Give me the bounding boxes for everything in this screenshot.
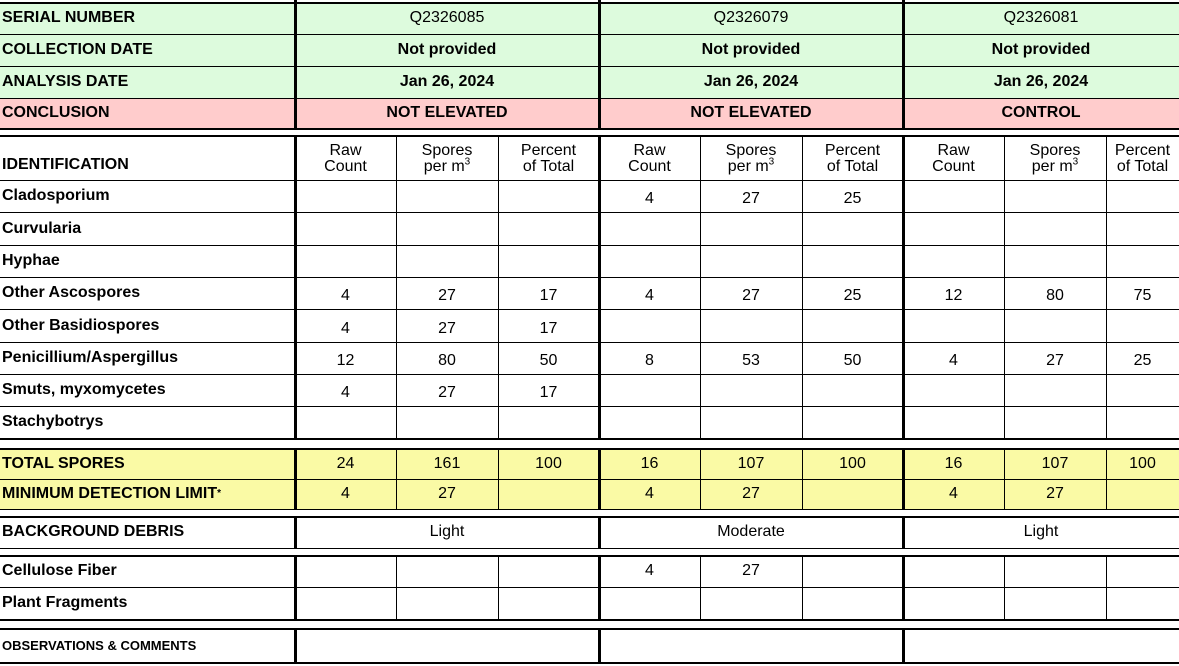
row-divider: [0, 128, 1179, 130]
column-divider: [598, 555, 601, 619]
spore-count-cell: [599, 406, 700, 438]
column-header: [396, 135, 498, 180]
column-divider: [1106, 448, 1107, 509]
analysis-date-value: Jan 26, 2024: [703, 73, 799, 90]
serial-value: Q2326081: [1003, 9, 1079, 26]
spore-count-cell: [700, 245, 802, 277]
spore-count-cell: 53: [742, 352, 760, 369]
spore-count-cell: 80: [438, 352, 456, 369]
total-spores-value: 100: [1129, 454, 1156, 472]
column-header-line2: [1031, 156, 1079, 175]
observations-value: [295, 628, 599, 662]
analysis-date-value: Jan 26, 2024: [993, 73, 1089, 90]
spore-count-cell: [295, 406, 396, 438]
column-divider: [902, 135, 905, 438]
row-divider: [0, 548, 1179, 549]
total-spores-value: 24: [336, 454, 355, 472]
spore-count-cell: 25: [843, 190, 862, 207]
spore-count-cell: [802, 212, 903, 245]
collection-date-value: Not provided: [397, 41, 497, 58]
total-spores-value: 16: [944, 454, 963, 472]
spore-count-cell: 27: [438, 320, 456, 337]
spore-count-cell: [295, 212, 396, 245]
column-header-line2: [827, 159, 878, 175]
background-debris-value: Light: [1023, 523, 1059, 540]
column-divider: [294, 516, 297, 548]
spore-count-cell: [599, 374, 700, 406]
particle-value: [1004, 555, 1106, 587]
column-header: [498, 135, 599, 180]
column-divider: [294, 135, 297, 438]
column-divider: [1004, 135, 1005, 438]
column-header-line2-text: of Total: [522, 157, 575, 175]
spore-count-cell: 4: [645, 287, 654, 304]
observations-value: [599, 628, 903, 662]
spore-type-label: Other Basidiospores: [2, 316, 160, 334]
analysis-date-label: ANALYSIS DATE: [2, 73, 129, 90]
spore-count-cell: 4: [341, 384, 350, 401]
column-header-line1: Raw: [329, 141, 362, 159]
spore-type-label: Hyphae: [2, 252, 60, 269]
serial-label: SERIAL NUMBER: [2, 9, 136, 26]
spore-count-cell: [1106, 406, 1179, 438]
mdl-value: 27: [742, 485, 760, 502]
spore-type-label: Cladosporium: [2, 187, 110, 204]
identification-label: IDENTIFICATION: [2, 156, 129, 173]
particle-value: [1004, 587, 1106, 619]
mdl-value: 27: [1046, 485, 1064, 502]
mdl-value: 27: [438, 485, 456, 502]
particle-value: 4: [645, 562, 654, 579]
row-divider: [0, 438, 1179, 440]
column-header-line1: Percent: [520, 141, 577, 159]
column-header-line2-text: per m: [423, 157, 465, 175]
observations-value: [903, 628, 1179, 662]
spore-count-cell: 27: [438, 287, 456, 304]
column-divider: [396, 555, 397, 619]
spore-count-cell: [1004, 374, 1106, 406]
spore-count-cell: 25: [1133, 352, 1152, 369]
spore-count-cell: [498, 212, 599, 245]
column-header-line1: Percent: [1114, 141, 1171, 159]
conclusion-value: NOT ELEVATED: [386, 104, 508, 121]
row-divider: [0, 98, 1179, 99]
column-header-line2: [523, 159, 574, 175]
column-header-line1: Spores: [725, 141, 777, 159]
spore-count-cell: [700, 406, 802, 438]
particle-value: [396, 555, 498, 587]
collection-date-value: Not provided: [701, 41, 801, 58]
spore-count-cell: [498, 406, 599, 438]
particle-value: [396, 587, 498, 619]
column-divider: [700, 555, 701, 619]
column-header: [1004, 135, 1106, 180]
spore-count-cell: 27: [742, 287, 760, 304]
superscript: 3: [768, 156, 775, 168]
spore-type-label: Smuts, myxomycetes: [2, 381, 166, 398]
spore-count-cell: 80: [1046, 287, 1064, 304]
column-header-line2: [423, 156, 471, 175]
column-divider: [598, 516, 601, 548]
spore-count-cell: 4: [341, 320, 350, 337]
row-divider: [0, 619, 1179, 621]
particle-value: [903, 587, 1004, 619]
row-divider: [0, 509, 1179, 510]
spore-count-cell: [396, 212, 498, 245]
spore-count-cell: 50: [539, 352, 558, 369]
spore-count-cell: 27: [1046, 352, 1064, 369]
spore-count-cell: [700, 374, 802, 406]
column-header: [700, 135, 802, 180]
spore-count-cell: [1106, 212, 1179, 245]
column-header-line2: [628, 159, 671, 175]
spore-count-cell: 50: [843, 352, 862, 369]
column-divider: [1106, 135, 1107, 438]
particle-value: [295, 555, 396, 587]
spore-count-cell: 17: [539, 287, 558, 304]
spore-count-cell: [802, 374, 903, 406]
spore-count-cell: [396, 406, 498, 438]
column-header: [1106, 135, 1179, 180]
spore-count-cell: [295, 245, 396, 277]
column-divider: [598, 0, 601, 128]
column-divider: [396, 448, 397, 509]
total-spores-value: 100: [535, 454, 562, 472]
collection-date-value: Not provided: [991, 41, 1091, 58]
spore-count-cell: [802, 309, 903, 342]
spore-count-cell: [599, 212, 700, 245]
total-spores-value: 16: [640, 454, 659, 472]
observations-label: OBSERVATIONS & COMMENTS: [2, 637, 197, 653]
column-divider: [598, 628, 601, 662]
particle-value: [802, 555, 903, 587]
spore-type-label: Penicillium/Aspergillus: [2, 349, 179, 366]
column-divider: [902, 555, 905, 619]
particle-value: [295, 587, 396, 619]
spore-count-cell: [295, 180, 396, 212]
total-spores-value: 161: [433, 454, 461, 472]
spore-count-cell: 75: [1133, 287, 1152, 304]
row-divider: [0, 66, 1179, 67]
particle-label: Plant Fragments: [2, 594, 128, 611]
column-header-line1: Raw: [633, 141, 666, 159]
column-divider: [1106, 555, 1107, 619]
particle-value: [599, 587, 700, 619]
spore-count-cell: [903, 245, 1004, 277]
spore-type-label: Other Ascospores: [2, 284, 141, 301]
spore-count-cell: [903, 374, 1004, 406]
column-header-line2: [932, 159, 975, 175]
particle-label: Cellulose Fiber: [2, 562, 117, 579]
spore-count-cell: [1106, 180, 1179, 212]
spore-count-cell: [903, 212, 1004, 245]
mdl-label: MINIMUM DETECTION LIMIT *: [2, 485, 221, 502]
total-spores-value: 100: [839, 454, 866, 472]
conclusion-label: CONCLUSION: [2, 104, 110, 121]
column-header-line2: [1117, 159, 1168, 175]
column-header-line2-text: Count: [932, 157, 975, 175]
spore-count-cell: [1004, 406, 1106, 438]
column-divider: [294, 555, 297, 619]
mdl-value: 4: [949, 485, 958, 502]
total-spores-label: TOTAL SPORES: [2, 454, 125, 472]
row-divider: [0, 34, 1179, 35]
column-header: [903, 135, 1004, 180]
column-divider: [802, 448, 803, 509]
spore-count-cell: [903, 180, 1004, 212]
spore-count-cell: [498, 245, 599, 277]
spore-count-cell: [396, 245, 498, 277]
spore-count-cell: 4: [949, 352, 958, 369]
collection-date-label: COLLECTION DATE: [2, 41, 153, 58]
spore-count-cell: [903, 309, 1004, 342]
mdl-value: 4: [341, 485, 350, 502]
column-header: [802, 135, 903, 180]
column-header-line2-text: per m: [1031, 157, 1073, 175]
spore-count-cell: 4: [645, 190, 654, 207]
spore-count-cell: 27: [742, 190, 760, 207]
column-divider: [294, 0, 297, 128]
column-divider: [498, 448, 499, 509]
spore-count-cell: [599, 245, 700, 277]
spore-count-cell: 12: [336, 352, 355, 369]
row-divider: [0, 662, 1179, 664]
column-divider: [498, 555, 499, 619]
column-header-line2-text: of Total: [1116, 157, 1169, 175]
analysis-date-value: Jan 26, 2024: [399, 73, 495, 90]
column-divider: [396, 135, 397, 438]
background-debris-label: BACKGROUND DEBRIS: [2, 523, 185, 540]
column-header-line2-text: of Total: [826, 157, 879, 175]
spore-count-cell: [396, 180, 498, 212]
column-header-line2-text: per m: [727, 157, 769, 175]
particle-value: [498, 587, 599, 619]
spore-count-cell: [599, 309, 700, 342]
spore-count-cell: 17: [539, 384, 558, 401]
particle-value: [1106, 555, 1179, 587]
spore-count-cell: [1004, 245, 1106, 277]
column-divider: [294, 448, 297, 509]
spore-count-cell: [802, 245, 903, 277]
serial-value: Q2326085: [409, 9, 485, 26]
spore-count-cell: 4: [341, 287, 350, 304]
column-divider: [802, 135, 803, 438]
column-header-line2: [727, 156, 775, 175]
mdl-value: [498, 479, 599, 509]
superscript: 3: [1072, 156, 1079, 168]
spore-count-cell: 27: [438, 384, 456, 401]
column-divider: [700, 135, 701, 438]
column-divider: [700, 448, 701, 509]
column-header-line1: Spores: [1029, 141, 1081, 159]
column-divider: [802, 555, 803, 619]
column-header-line2: [324, 159, 367, 175]
spore-count-cell: [1106, 309, 1179, 342]
particle-value: [498, 555, 599, 587]
particle-value: [903, 555, 1004, 587]
spore-type-label: Stachybotrys: [2, 413, 104, 430]
spore-count-cell: [802, 406, 903, 438]
spore-count-cell: [498, 180, 599, 212]
column-divider: [598, 448, 601, 509]
particle-value: [700, 587, 802, 619]
column-header-line1: Percent: [824, 141, 881, 159]
spore-count-cell: [1004, 309, 1106, 342]
mdl-value: [802, 479, 903, 509]
mdl-value: [1106, 479, 1179, 509]
column-header-line1: Spores: [421, 141, 473, 159]
column-header: [599, 135, 700, 180]
spore-count-cell: 25: [843, 287, 862, 304]
background-debris-value: Moderate: [717, 523, 785, 540]
row-divider: [0, 2, 1179, 4]
column-header-line1: Raw: [937, 141, 970, 159]
spore-count-cell: [1004, 212, 1106, 245]
column-header-line2-text: Count: [628, 157, 671, 175]
column-divider: [902, 628, 905, 662]
conclusion-value: NOT ELEVATED: [690, 104, 812, 121]
mdl-value: 4: [645, 485, 654, 502]
column-divider: [498, 135, 499, 438]
column-divider: [902, 448, 905, 509]
spore-count-cell: [903, 406, 1004, 438]
spore-count-cell: [700, 309, 802, 342]
column-divider: [598, 135, 601, 438]
spore-count-cell: [1106, 374, 1179, 406]
column-divider: [902, 516, 905, 548]
particle-value: [802, 587, 903, 619]
column-header: [295, 135, 396, 180]
spore-type-label: Curvularia: [2, 219, 82, 237]
spore-count-cell: [1106, 245, 1179, 277]
column-divider: [294, 628, 297, 662]
particle-value: 27: [742, 562, 760, 579]
column-header-line2-text: Count: [324, 157, 367, 175]
particle-value: [1106, 587, 1179, 619]
column-divider: [902, 0, 905, 128]
spore-count-cell: 8: [645, 352, 654, 369]
column-divider: [1004, 448, 1005, 509]
spore-count-cell: [1004, 180, 1106, 212]
spore-count-cell: 12: [944, 287, 963, 304]
total-spores-value: 107: [737, 454, 765, 472]
background-debris-value: Light: [429, 523, 465, 540]
serial-value: Q2326079: [713, 9, 789, 26]
conclusion-value: CONTROL: [1001, 104, 1081, 121]
superscript: 3: [464, 156, 471, 168]
spore-count-cell: 17: [539, 320, 558, 337]
column-divider: [1004, 555, 1005, 619]
spore-count-cell: [700, 212, 802, 245]
total-spores-value: 107: [1041, 454, 1069, 472]
